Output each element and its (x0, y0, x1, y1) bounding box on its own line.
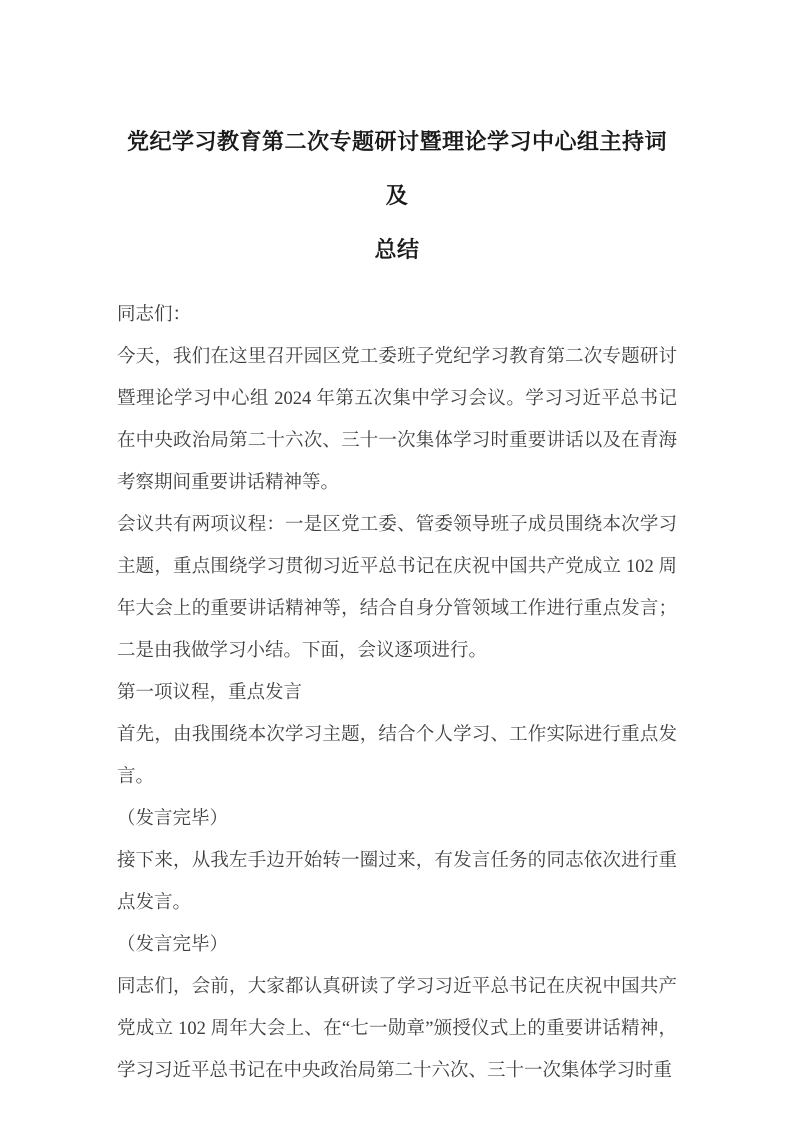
paragraph-host-speech-intro: 首先，由我围绕本次学习主题，结合个人学习、工作实际进行重点发言。 (117, 725, 677, 787)
paragraph-summary-start: 同志们，会前，大家都认真研读了学习习近平总书记在庆祝中国共产党成立 102 周年大会上、在“七一勋章”颁授仪式上的重要讲话精神，学习习近平总书记在中央政治局第二十六次、三十一次集体学习时重 (117, 977, 677, 1081)
paragraph-agenda-overview: 会议共有两项议程：一是区党工委、管委领导班子成员围绕本次学习主题，重点围绕学习贯彻习近平总书记在庆祝中国共产党成立 102 周年大会上的重要讲话精神等，结合自身分管领域工作进行重点发言；二是由我做学习小结。下面，会议逐项进行。 (117, 515, 677, 661)
paragraph-speech-finished-note-2: （发言完毕） (117, 935, 229, 955)
document-title (117, 115, 677, 277)
paragraph-speech-finished-note-1: （发言完毕） (117, 809, 229, 829)
paragraph-meeting-intro: 今天，我们在这里召开园区党工委班子党纪学习教育第二次专题研讨暨理论学习中心组 2024 年第五次集中学习会议。学习习近平总书记在中央政治局第二十六次、三十一次集体学习时重要讲话以及在青海考察期间重要讲话精神等。 (117, 347, 677, 493)
paragraph-salutation: 同志们： (117, 305, 192, 325)
document-title-line-1: 党纪学习教育第二次专题研讨暨理论学习中心组主持词及 (126, 129, 667, 208)
document-body (117, 294, 677, 1092)
paragraph-agenda-item-1-heading: 第一项议程，重点发言 (117, 683, 303, 703)
document-title-line-2: 总结 (374, 237, 420, 262)
paragraph-next-speakers: 接下来，从我左手边开始转一圈过来，有发言任务的同志依次进行重点发言。 (117, 851, 677, 913)
